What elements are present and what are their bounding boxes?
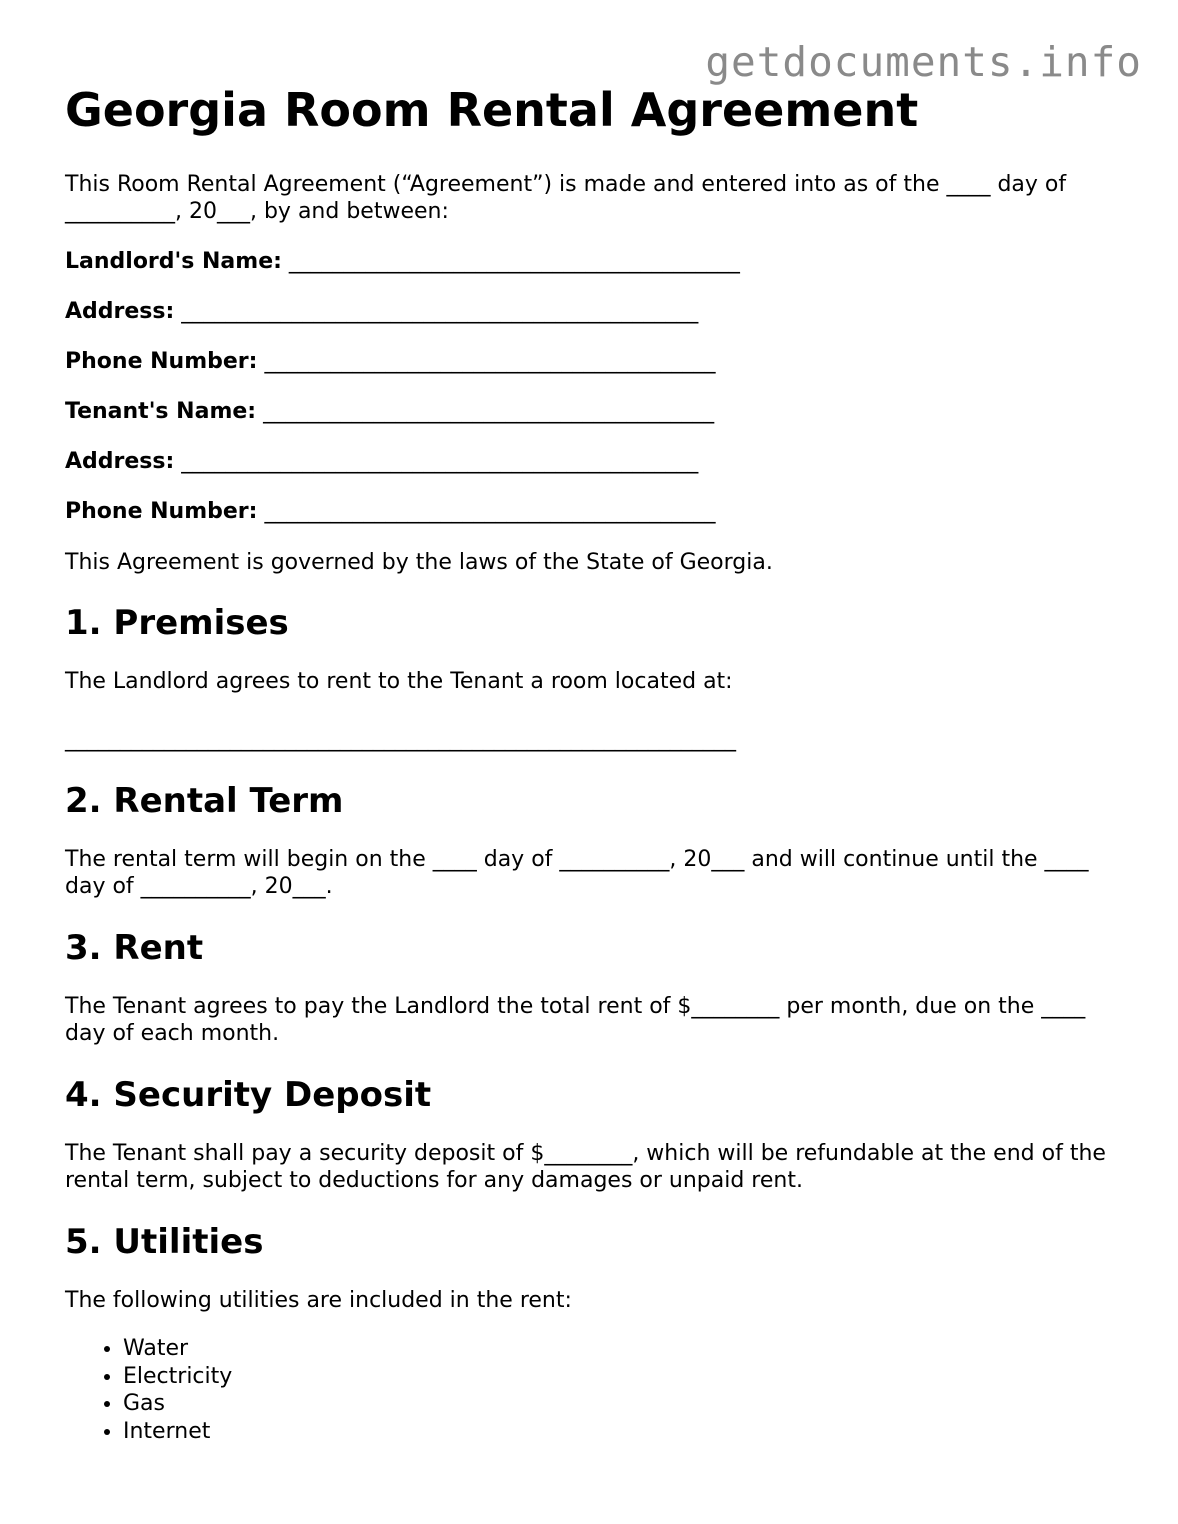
rent-text: The Tenant agrees to pay the Landlord the total rent of $________ per month, due on the ____ day of each month. [65, 994, 1086, 1046]
intro-paragraph: This Room Rental Agreement (“Agreement”) is made and entered into as of the ____ day of __________, 20___, by and between: [65, 172, 1067, 224]
security-deposit-text: The Tenant shall pay a security deposit of $________, which will be refundable at the end of the rental term, subject to deductions for any damages or unpaid rent. [65, 1141, 1106, 1193]
field-blank[interactable]: _______________________________________________ [181, 449, 699, 474]
landlord-address-field[interactable] [65, 298, 1125, 325]
list-item: • Internet [123, 1418, 1125, 1446]
field-label: Phone Number: [65, 349, 258, 374]
field-blank[interactable]: _________________________________________ [263, 399, 715, 424]
utilities-list [65, 1335, 1125, 1445]
field-label: Landlord's Name: [65, 249, 282, 274]
field-label: Tenant's Name: [65, 399, 257, 424]
field-blank[interactable]: _________________________________________ [264, 349, 716, 374]
security-deposit-heading: 4. Security Deposit [65, 1075, 432, 1115]
field-blank[interactable]: _________________________________________ [264, 499, 716, 524]
list-item: • Water [123, 1335, 1125, 1363]
watermark: getdocuments.info [705, 38, 1142, 86]
premises-heading: 1. Premises [65, 603, 289, 643]
rental-term-heading: 2. Rental Term [65, 781, 344, 821]
rent-heading: 3. Rent [65, 928, 204, 968]
field-blank[interactable]: _________________________________________ [288, 249, 740, 274]
document-title: Georgia Room Rental Agreement [65, 83, 919, 137]
list-item: • Gas [123, 1390, 1125, 1418]
tenant-name-field[interactable] [65, 398, 1125, 425]
field-label: Phone Number: [65, 499, 258, 524]
utilities-heading: 5. Utilities [65, 1222, 264, 1262]
landlord-phone-field[interactable] [65, 348, 1125, 375]
utilities-text: The following utilities are included in the rent: [65, 1288, 572, 1313]
premises-address-blank[interactable]: _____________________________________________________________ [65, 727, 736, 752]
list-item: • Electricity [123, 1363, 1125, 1391]
premises-text: The Landlord agrees to rent to the Tenant a room located at: [65, 669, 733, 694]
field-label: Address: [65, 449, 175, 474]
document-page [65, 82, 1125, 1445]
tenant-address-field[interactable] [65, 448, 1125, 475]
rental-term-text: The rental term will begin on the ____ day of __________, 20___ and will continue until the ____ day of __________, 20___. [65, 847, 1089, 899]
field-label: Address: [65, 299, 175, 324]
landlord-name-field[interactable] [65, 248, 1125, 275]
governing-law-text: This Agreement is governed by the laws of the State of Georgia. [65, 550, 773, 575]
tenant-phone-field[interactable] [65, 498, 1125, 525]
field-blank[interactable]: _______________________________________________ [181, 299, 699, 324]
